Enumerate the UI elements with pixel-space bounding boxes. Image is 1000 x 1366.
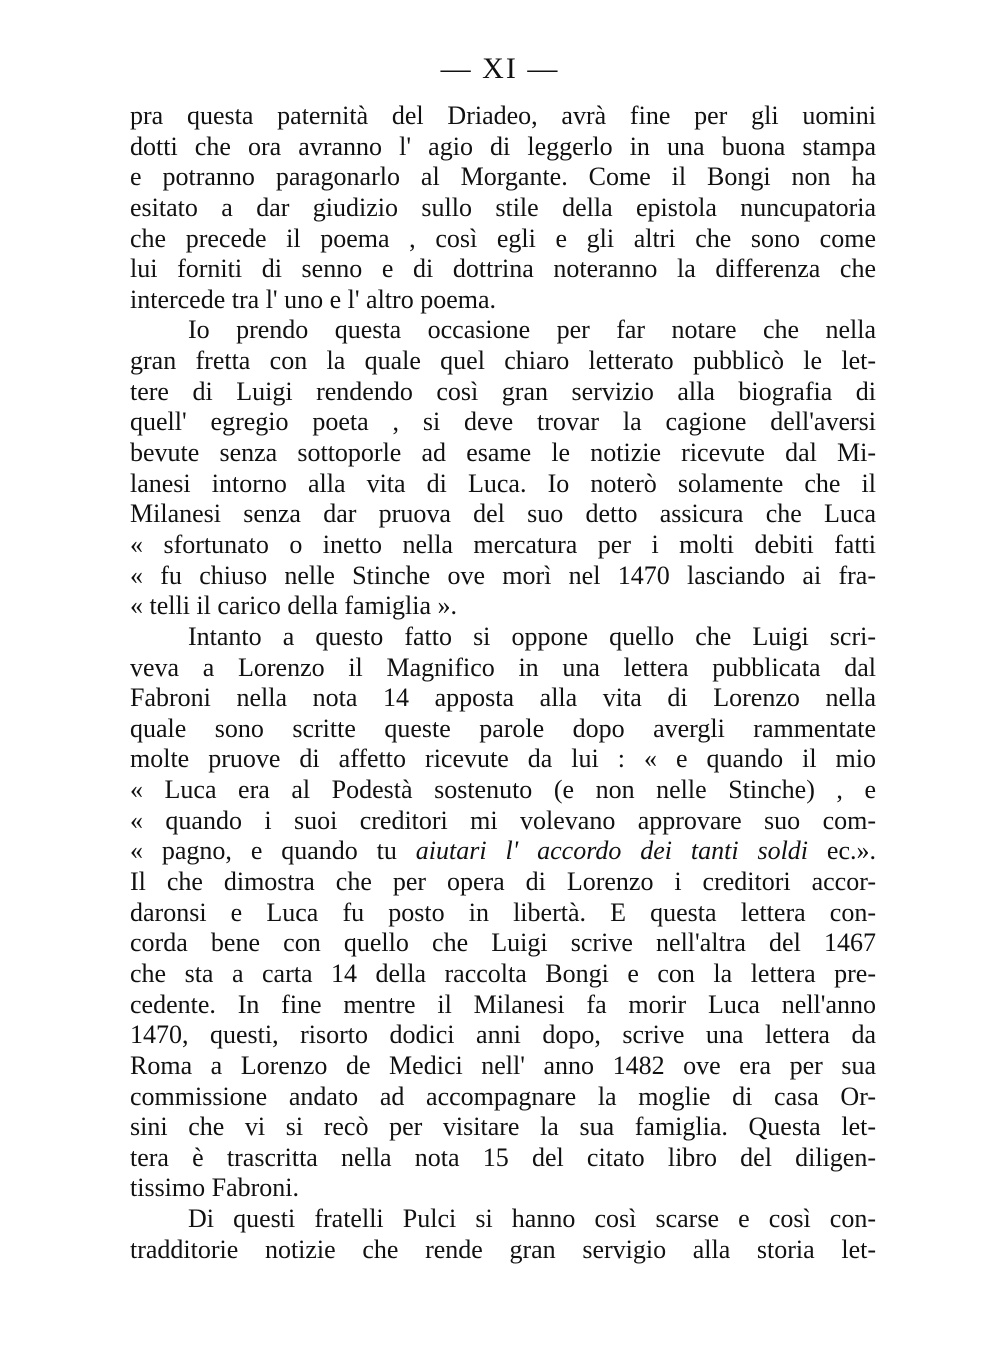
- text-line-content: corda bene con quello che Luigi scrive nell'altra del 1467: [130, 928, 876, 958]
- text-line-content: tera è trascritta nella nota 15 del citato libro del diligen-: [130, 1142, 876, 1172]
- text-line: [130, 714, 876, 745]
- text-line: [130, 561, 876, 592]
- text-line: [130, 683, 876, 714]
- text-line-content: tissimo Fabroni.: [130, 1173, 300, 1203]
- text-line-content: lui forniti di senno e di dottrina noteranno la differenza che: [130, 254, 876, 284]
- text-line-content: « fu chiuso nelle Stinche ove morì nel 1470 lasciando ai fra-: [130, 560, 876, 590]
- text-line-content: daronsi e Luca fu posto in libertà. E questa lettera con-: [130, 897, 876, 927]
- text-line: [130, 1020, 876, 1051]
- text-line: [130, 744, 876, 775]
- text-line: [130, 867, 876, 898]
- text-line-content: tere di Luigi rendendo così gran servizio alla biografia di: [130, 376, 876, 406]
- text-line: [130, 653, 876, 684]
- text-line: [130, 285, 876, 316]
- text-line: [130, 622, 876, 653]
- text-line: [130, 1204, 876, 1235]
- text-line: [130, 806, 876, 837]
- text-line: [130, 1051, 876, 1082]
- text-line: [130, 499, 876, 530]
- text-line-content: intercede tra l' uno e l' altro poema.: [130, 284, 496, 314]
- text-line-content: lanesi intorno alla vita di Luca. Io noterò solamente che il: [130, 468, 876, 498]
- text-line: [130, 1112, 876, 1143]
- page-number: — XI —: [440, 52, 560, 85]
- text-line-content: Intanto a questo fatto si oppone quello che Luigi scri-: [188, 621, 876, 651]
- text-line-content: bevute senza sottoporle ad esame le notizie ricevute dal Mi-: [130, 438, 876, 468]
- text-line-content: Io prendo questa occasione per far notare che nella: [188, 315, 876, 345]
- text-line-content: cedente. In fine mentre il Milanesi fa morir Luca nell'anno: [130, 989, 876, 1019]
- text-line-content: gran fretta con la quale quel chiaro letterato pubblicò le let-: [130, 346, 876, 376]
- text-line: [130, 1082, 876, 1113]
- text-line: [130, 775, 876, 806]
- text-line-content: Il che dimostra che per opera di Lorenzo i creditori accor-: [130, 867, 876, 897]
- text-line-content: che precede il poema , così egli e gli altri che sono come: [130, 223, 876, 253]
- text-line-content: esitato a dar giudizio sullo stile della epistola nuncupatoria: [130, 192, 876, 222]
- text-line-content: « telli il carico della famiglia ».: [130, 591, 458, 621]
- text-line-content: dotti che ora avranno l' agio di leggerlo in una buona stampa: [130, 131, 876, 161]
- text-line: [130, 193, 876, 224]
- text-line: [130, 928, 876, 959]
- text-line-content: « sfortunato o inetto nella mercatura per i molti debiti fatti: [130, 529, 876, 559]
- text-line: [130, 1173, 876, 1204]
- text-line-content: « quando i suoi creditori mi volevano approvare suo com-: [130, 805, 876, 835]
- page-body-text: [130, 101, 876, 1265]
- text-line-content: « Luca era al Podestà sostenuto (e non nelle Stinche) , e: [130, 775, 876, 805]
- text-line: [130, 101, 876, 132]
- italic-quote: aiutari l' accordo dei tanti soldi: [415, 836, 809, 866]
- text-line: [130, 438, 876, 469]
- text-line-content: molte pruove di affetto ricevute da lui : « e quando il mio: [130, 744, 876, 774]
- text-line: [130, 836, 876, 867]
- text-line-content: quell' egregio poeta , si deve trovar la cagione dell'aversi: [130, 407, 876, 437]
- text-line-content: sini che vi si recò per visitare la sua famiglia. Questa let-: [130, 1112, 876, 1142]
- text-line-content: Di questi fratelli Pulci si hanno così scarse e così con-: [188, 1204, 876, 1234]
- text-line: [130, 898, 876, 929]
- text-line-content: Roma a Lorenzo de Medici nell' anno 1482 ove era per sua: [130, 1050, 876, 1080]
- text-line: [130, 315, 876, 346]
- text-line: [130, 1235, 876, 1266]
- text-line-content: tradditorie notizie che rende gran servigio alla storia let-: [130, 1234, 876, 1264]
- text-line: [130, 224, 876, 255]
- text-line: [130, 959, 876, 990]
- text-line: [130, 162, 876, 193]
- text-line-content: Milanesi senza dar pruova del suo detto assicura che Luca: [130, 499, 876, 529]
- text-line: [130, 530, 876, 561]
- text-line: [130, 407, 876, 438]
- text-line-content: « pagno, e quando tu: [130, 836, 416, 866]
- text-line: [130, 591, 876, 622]
- text-line-content: 1470, questi, risorto dodici anni dopo, scrive una lettera da: [130, 1020, 876, 1050]
- text-line: [130, 469, 876, 500]
- text-line-content: commissione andato ad accompagnare la moglie di casa Or-: [130, 1081, 876, 1111]
- text-line-content: veva a Lorenzo il Magnifico in una lettera pubblicata dal: [130, 652, 876, 682]
- text-line: [130, 990, 876, 1021]
- text-line-content: Fabroni nella nota 14 apposta alla vita di Lorenzo nella: [130, 683, 876, 713]
- text-line: [130, 254, 876, 285]
- text-line: [130, 132, 876, 163]
- text-line-content: pra questa paternità del Driadeo, avrà fine per gli uomini: [130, 101, 876, 130]
- text-line-content: quale sono scritte queste parole dopo avergli rammentate: [130, 713, 876, 743]
- text-line: [130, 346, 876, 377]
- text-line-content: e potranno paragonarlo al Morgante. Come il Bongi non ha: [130, 162, 876, 192]
- text-line: [130, 1143, 876, 1174]
- text-line-tail: ec.».: [808, 836, 876, 866]
- text-line: [130, 377, 876, 408]
- text-line-content: che sta a carta 14 della raccolta Bongi e con la lettera pre-: [130, 958, 876, 988]
